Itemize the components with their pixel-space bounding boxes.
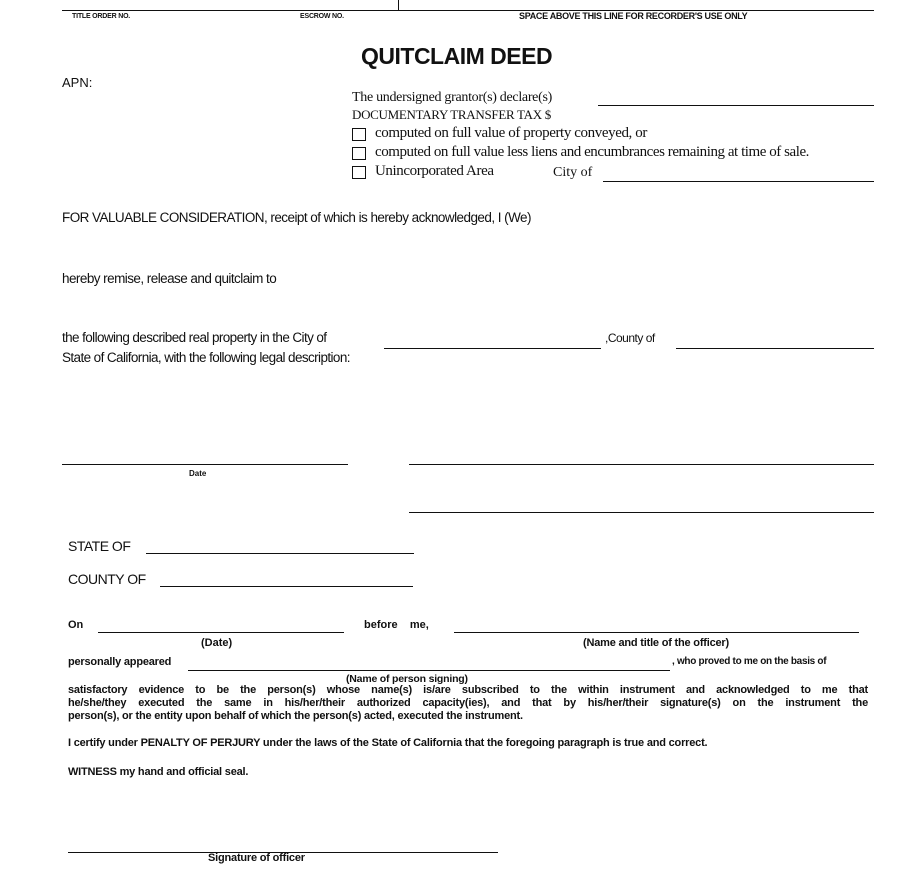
- city-of-label: City of: [553, 165, 593, 180]
- full-value-option: computed on full value of property conveyed, or: [375, 125, 647, 141]
- title-order-label: TITLE ORDER NO.: [72, 13, 131, 20]
- grantor-declare-field[interactable]: [598, 93, 874, 106]
- grantor-declare-label: The undersigned grantor(s) declare(s): [352, 90, 552, 105]
- officer-name-field[interactable]: [454, 620, 859, 633]
- evidence-paragraph: [68, 684, 868, 723]
- signature-of-officer-caption: Signature of officer: [208, 852, 305, 864]
- apn-label: APN:: [62, 75, 93, 90]
- date-caption: Date: [189, 469, 207, 478]
- personally-appeared-label: personally appeared: [68, 656, 172, 668]
- transfer-tax-label: DOCUMENTARY TRANSFER TAX $: [352, 107, 551, 122]
- recorder-space-line: [62, 10, 874, 11]
- grantor-signature-line-1[interactable]: [409, 452, 874, 465]
- property-city-field[interactable]: [384, 336, 601, 349]
- consideration-text: FOR VALUABLE CONSIDERATION, receipt of which is hereby acknowledged, I (We): [62, 210, 531, 225]
- evidence-line-2: he/she/they executed the same in his/her/their authorized capacity(ies), and that by his/her/their signature(s) on the instrument the: [68, 697, 868, 709]
- escrow-label: ESCROW NO.: [300, 13, 344, 20]
- notary-county-field[interactable]: [160, 574, 413, 587]
- perjury-statement: I certify under PENALTY OF PERJURY under the laws of the State of California that the foregoing paragraph is true and correct.: [68, 737, 708, 749]
- officer-caption: (Name and title of the officer): [583, 637, 729, 649]
- full-value-checkbox[interactable]: [352, 128, 366, 141]
- property-line-1: the following described real property in the City of: [62, 330, 327, 345]
- before-me-label: before me,: [364, 619, 429, 631]
- date-under-caption: (Date): [201, 637, 233, 649]
- evidence-line-3: person(s), or the entity upon behalf of which the person(s) acted, executed the instrument.: [68, 710, 523, 722]
- on-label: On: [68, 619, 84, 631]
- witness-statement: WITNESS my hand and official seal.: [68, 766, 249, 778]
- header-tick: [398, 0, 399, 10]
- grantor-signature-line-2[interactable]: [409, 500, 874, 513]
- evidence-line-1: satisfactory evidence to be the person(s) whose name(s) is/are subscribed to the within instrument and acknowledged to me that: [68, 684, 868, 696]
- city-field[interactable]: [603, 169, 874, 182]
- property-county-label: ,County of: [605, 331, 655, 345]
- name-signing-caption: (Name of person signing): [346, 673, 468, 685]
- property-line-2: State of California, with the following legal description:: [62, 350, 350, 365]
- less-liens-option: computed on full value less liens and encumbrances remaining at time of sale.: [375, 144, 809, 160]
- property-county-field[interactable]: [676, 336, 874, 349]
- date-signature-line[interactable]: [62, 452, 348, 465]
- person-signing-field[interactable]: [188, 658, 670, 671]
- less-liens-checkbox[interactable]: [352, 147, 366, 160]
- state-of-label: STATE OF: [68, 538, 131, 554]
- who-proved-text: , who proved to me on the basis of: [672, 656, 827, 667]
- document-title: QUITCLAIM DEED: [361, 43, 553, 69]
- state-field[interactable]: [146, 541, 414, 554]
- county-of-label: COUNTY OF: [68, 571, 146, 587]
- on-date-field[interactable]: [98, 620, 344, 633]
- unincorporated-checkbox[interactable]: [352, 166, 366, 179]
- remise-text: hereby remise, release and quitclaim to: [62, 271, 277, 286]
- unincorporated-option: Unincorporated Area: [375, 163, 494, 179]
- recorder-note: SPACE ABOVE THIS LINE FOR RECORDER'S USE ONLY: [519, 11, 748, 21]
